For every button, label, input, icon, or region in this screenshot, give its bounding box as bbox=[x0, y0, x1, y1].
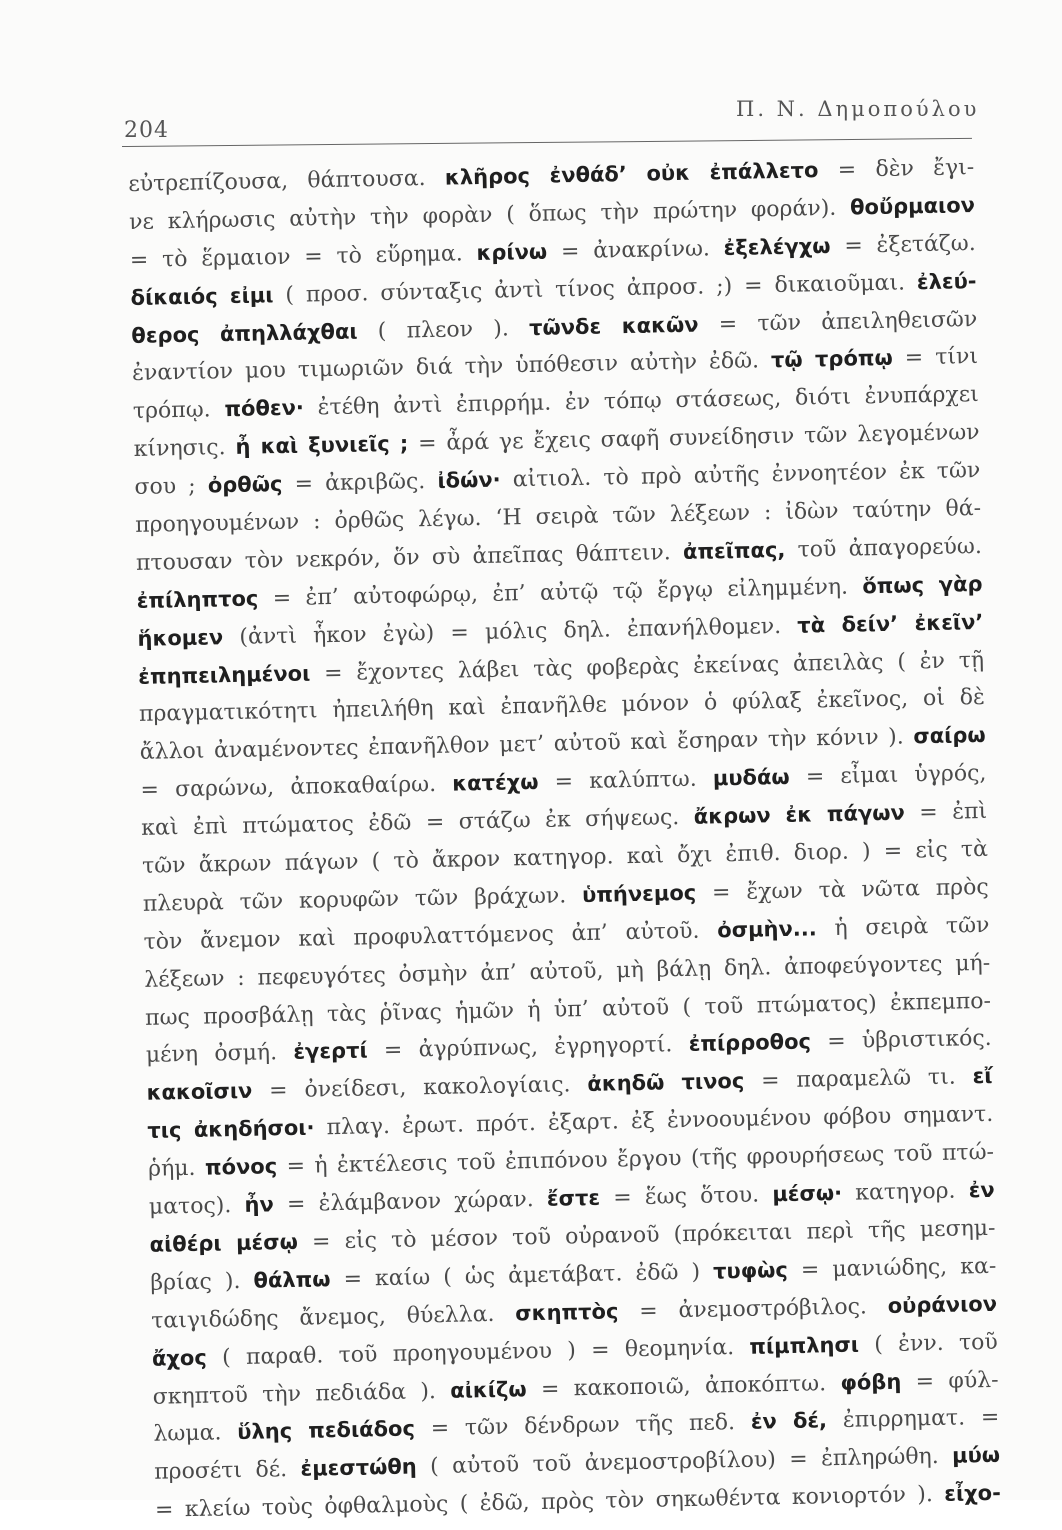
gloss-text: = ἕως ὅτου. bbox=[599, 1182, 773, 1211]
gloss-text: = καλύπτω. bbox=[538, 766, 714, 796]
gloss-text: = ἔχων τὰ νῶτα πρὸς bbox=[695, 874, 989, 906]
gloss-text: = ὀνείδεσι, κακολογίαις. bbox=[252, 1072, 588, 1105]
lemma-term: σαίρω bbox=[913, 723, 986, 749]
gloss-text: = ἀκριβῶς. bbox=[282, 468, 438, 498]
lemma-term: δίκαιός εἰμι bbox=[130, 282, 274, 310]
lemma-term: ἐπίληπτος bbox=[136, 586, 259, 613]
gloss-text: = ἡ ἐκτέλεσις τοῦ ἐπιπόνου ἔργου (τῆς φρουρήσεως τοῦ πτώ- bbox=[276, 1139, 995, 1180]
gloss-text: = ὑβριστικός. bbox=[810, 1026, 992, 1055]
lemma-term: θοὔρμαιον bbox=[849, 192, 976, 220]
gloss-text: ἐτέθη ἀντὶ ἐπιρρήμ. ἐν τόπῳ στάσεως, διότι ἐνυπάρχει bbox=[303, 382, 980, 421]
gloss-text: = τῶν δένδρων τῆς πεδ. bbox=[414, 1410, 752, 1442]
gloss-text: ( πλεον ). bbox=[357, 315, 530, 344]
gloss-text: πραγματικότητι ἠπειλήθη καὶ ἐπανῆλθε μόνον ὁ φύλαξ ἐκεῖνος, οἱ δὲ bbox=[138, 685, 986, 728]
header-rule bbox=[122, 138, 972, 147]
gloss-text: = καίω ( ὡς ἀμετάβατ. ἐδῶ ) bbox=[330, 1259, 714, 1292]
gloss-text: = ἐπ’ αὐτοφώρῳ, ἐπ’ αὐτῷ τῷ ἔργῳ εἰλημμένη. bbox=[258, 574, 863, 612]
gloss-text: ματος). bbox=[148, 1192, 245, 1220]
lemma-term: ἄχος bbox=[151, 1345, 208, 1371]
gloss-text: ( αὐτοῦ τοῦ ἀνεμοστροβίλου) = ἐπληρώθη. bbox=[416, 1444, 953, 1480]
gloss-text: ῥήμ. bbox=[147, 1155, 206, 1182]
lemma-term: εἴ bbox=[972, 1064, 993, 1089]
gloss-text: προηγουμένων : ὀρθῶς λέγω. ‘Η σειρὰ τῶν λέξεων : ἰδὼν ταύτην θά- bbox=[134, 495, 982, 538]
gloss-text: ἄλλοι ἀναμένοντες ἐπανῆλθον μετ’ αὐτοῦ καὶ ἔσηραν τὴν κόνιν ). bbox=[139, 724, 914, 766]
lemma-term: ἐξελέγχω bbox=[723, 233, 831, 260]
gloss-text: = ἀγρύπνως, ἐγρηγορτί. bbox=[367, 1032, 689, 1064]
lemma-term: ὅπως γὰρ bbox=[862, 571, 983, 599]
gloss-text: ( παραθ. τοῦ προηγουμένου ) = θεομηνία. bbox=[206, 1334, 750, 1371]
gloss-text: = σαρώνω, ἀποκαθαίρω. bbox=[140, 771, 453, 804]
gloss-text: (ἀντὶ ἧκον ἐγὼ) = μόλις δηλ. ἐπανήλθομεν. bbox=[222, 613, 798, 650]
lemma-term: αἰκίζω bbox=[450, 1376, 527, 1403]
lemma-term: τῶνδε κακῶν bbox=[528, 312, 699, 340]
gloss-text: ( ἐνν. τοῦ bbox=[858, 1329, 999, 1358]
gloss-text: βρίας ). bbox=[150, 1268, 254, 1296]
lemma-term: οὐράνιον bbox=[887, 1291, 998, 1318]
lemma-term: μύω bbox=[951, 1443, 1001, 1468]
gloss-text: ἡ σειρὰ τῶν bbox=[816, 912, 990, 942]
gloss-text: πλευρὰ τῶν κορυφῶν τῶν βράχων. bbox=[142, 882, 583, 917]
gloss-text: πως προσβάλῃ τὰς ῥῖνας ἡμῶν ἡ ὑπ’ αὐτοῦ ( τοῦ πτώματος) ἐκπεμπο- bbox=[144, 988, 992, 1031]
lemma-term: ὕλης πεδιάδος bbox=[237, 1416, 416, 1445]
lemma-term: ἀκηδῶ τινος bbox=[587, 1069, 745, 1097]
lemma-term: ὀρθῶς bbox=[207, 472, 283, 498]
lemma-term: πόθεν· bbox=[224, 395, 305, 422]
gloss-text: = τίνι bbox=[892, 344, 979, 372]
gloss-text: αἰτιολ. τὸ πρὸ αὐτῆς ἐννοητέον ἐκ τῶν bbox=[500, 458, 981, 493]
gloss-text: = ἔχοντες λάβει τὰς φοβερὰς ἐκείνας ἀπειλὰς ( ἐν τῇ bbox=[310, 647, 985, 687]
gloss-text: = κλείω τοὺς ὀφθαλμοὺς ( ἐδῶ, πρὸς τὸν σηκωθέντα κονιορτόν ). bbox=[154, 1482, 945, 1523]
lemma-term: ἰδών· bbox=[437, 467, 501, 493]
gloss-text: κατηγορ. bbox=[841, 1178, 969, 1206]
gloss-text: = ἀνεμοστρόβιλος. bbox=[618, 1293, 888, 1325]
gloss-text: νε κλήρωσις αὐτὴν τὴν φορὰν ( ὅπως τὴν πρώτην φοράν). bbox=[128, 195, 851, 235]
lemma-term: θερος ἀπηλλάχθαι bbox=[131, 318, 358, 348]
gloss-text: = εἰς τὸ μέσον τοῦ οὐρανοῦ (πρόκειται περὶ τῆς μεσημ- bbox=[297, 1215, 996, 1255]
gloss-text: = ἐξετάζω. bbox=[830, 230, 976, 259]
lemma-term: εἶχο- bbox=[944, 1480, 1002, 1507]
lemma-term: θάλπω bbox=[253, 1266, 331, 1293]
lemma-term: μέσῳ· bbox=[772, 1180, 843, 1207]
lemma-term: ἐν δέ, bbox=[750, 1408, 828, 1435]
gloss-text: κίνησις. bbox=[133, 435, 236, 463]
gloss-text: = μανιώδης, κα- bbox=[787, 1253, 997, 1283]
lemma-term: κατέχω bbox=[452, 770, 539, 796]
gloss-text: ἐναντίον μου τιμωριῶν διά τὴν ὑπόθεσιν αὐτὴν ἐδῶ. bbox=[131, 348, 772, 387]
gloss-text: = ἐλάμβανον χώραν. bbox=[273, 1186, 548, 1218]
gloss-text: ( προσ. σύνταξις ἀντὶ τίνος ἀπροσ. ;) = δικαιοῦμαι. bbox=[273, 269, 918, 308]
gloss-text: εὐτρεπίζουσα, θάπτουσα. bbox=[128, 165, 446, 197]
page-number: 204 bbox=[124, 118, 169, 143]
lemma-term: τις ἀκηδήσοι· bbox=[147, 1115, 315, 1144]
lemma-term: κλῆρος ἐνθάδ’ οὐκ ἐπάλλετο bbox=[444, 158, 819, 190]
lemma-term: φόβη bbox=[840, 1369, 902, 1395]
gloss-text: καὶ ἐπὶ πτώματος ἐδῶ = στάζω ἐκ σήψεως. bbox=[141, 804, 695, 842]
gloss-text: = ἐπὶ bbox=[904, 799, 988, 826]
gloss-text: τοῦ ἀπαγορεύω. bbox=[785, 533, 983, 563]
lemma-term: κακοῖσιν bbox=[146, 1079, 253, 1106]
gloss-text: τρόπῳ. bbox=[132, 397, 225, 425]
glossary-text bbox=[128, 149, 1001, 1530]
gloss-text: λέξεων : πεφευγότες ὀσμὴν ἀπ’ αὐτοῦ, μὴ βάλῃ δηλ. ἀποφεύγοντες μή- bbox=[144, 950, 991, 993]
lemma-term: ἐν bbox=[968, 1177, 995, 1203]
lemma-term: ὀσμὴν... bbox=[717, 916, 817, 943]
gloss-text: σου ; bbox=[134, 473, 209, 501]
gloss-text: μένη ὀσμή. bbox=[145, 1040, 294, 1069]
lemma-term: πίμπλησι bbox=[749, 1332, 860, 1359]
gloss-text: πλαγ. ἐρωτ. πρότ. ἐξαρτ. ἐξ ἐννοουμένου φόβου σημαντ. bbox=[314, 1102, 994, 1141]
lemma-term: ἄκρων ἐκ πάγων bbox=[693, 800, 906, 829]
lemma-term: αἰθέρι μέσῳ bbox=[149, 1229, 299, 1257]
gloss-text: ταιγιδώδης ἄνεμος, θύελλα. bbox=[150, 1301, 516, 1334]
lemma-term: μυδάω bbox=[712, 765, 790, 791]
lemma-term: τῷ τρόπῳ bbox=[770, 346, 893, 373]
lemma-term: ἐπηπειλημένοι bbox=[138, 661, 311, 689]
running-head: Π. Ν. Δημοπούλου bbox=[736, 97, 980, 121]
lemma-term: τὰ δείν’ ἐκεῖν’ bbox=[797, 609, 984, 638]
lemma-term: κρίνω bbox=[476, 239, 548, 265]
lemma-term: πόνος bbox=[204, 1154, 278, 1180]
lemma-term: ἔστε bbox=[546, 1185, 601, 1211]
gloss-text: πτουσαν τὸν νεκρόν, ὅν σὺ ἀπεῖπας θάπτειν. bbox=[135, 539, 684, 576]
gloss-text: = εἶμαι ὑγρός, bbox=[789, 761, 987, 791]
lemma-term: ὑπήνεμος bbox=[581, 880, 697, 907]
gloss-text: = ἀνακρίνω. bbox=[546, 235, 724, 265]
gloss-text: προσέτι δέ. bbox=[153, 1457, 301, 1486]
lemma-term: ἐλεύ- bbox=[916, 268, 977, 294]
lemma-term: ἐμεστώθη bbox=[300, 1454, 417, 1482]
lemma-term: τυφὼς bbox=[712, 1257, 789, 1284]
gloss-text: = κακοποιῶ, ἀποκόπτω. bbox=[526, 1370, 841, 1402]
lemma-term: ἥκομεν bbox=[137, 624, 224, 651]
lemma-term: ἐγερτί bbox=[293, 1038, 368, 1065]
gloss-text: σκηπτοῦ τὴν πεδιάδα ). bbox=[152, 1378, 451, 1410]
lemma-term: ἐπίρροθος bbox=[688, 1029, 812, 1057]
gloss-text: = ἆρά γε ἔχεις σαφῆ συνείδησιν τῶν λεγομένων bbox=[407, 420, 980, 457]
gloss-text: = παραμελῶ τι. bbox=[744, 1064, 973, 1095]
gloss-text: = τὸ ἕρμαιον = τὸ εὕρημα. bbox=[129, 240, 477, 273]
lemma-term: ἦ καὶ ξυνιεῖς ; bbox=[235, 431, 409, 460]
lemma-term: ἦν bbox=[244, 1192, 275, 1217]
lemma-term: σκηπτὸς bbox=[515, 1299, 619, 1326]
gloss-text: = δὲν ἔγι- bbox=[818, 155, 975, 184]
gloss-text: λωμα. bbox=[153, 1420, 238, 1448]
gloss-text: ἐπιρρηματ. = bbox=[826, 1405, 1000, 1434]
gloss-text: τῶν ἄκρων πάγων ( τὸ ἄκρον κατηγορ. καὶ ὄχι ἐπιθ. διορ. ) = εἰς τὰ bbox=[141, 836, 989, 879]
gloss-text: τὸν ἄνεμον καὶ προφυλαττόμενος ἀπ’ αὐτοῦ. bbox=[143, 918, 718, 955]
lemma-term: ἀπεῖπας, bbox=[682, 537, 786, 564]
gloss-text: = φύλ- bbox=[901, 1367, 999, 1395]
gloss-text: = τῶν ἀπειληθεισῶν bbox=[698, 306, 978, 338]
